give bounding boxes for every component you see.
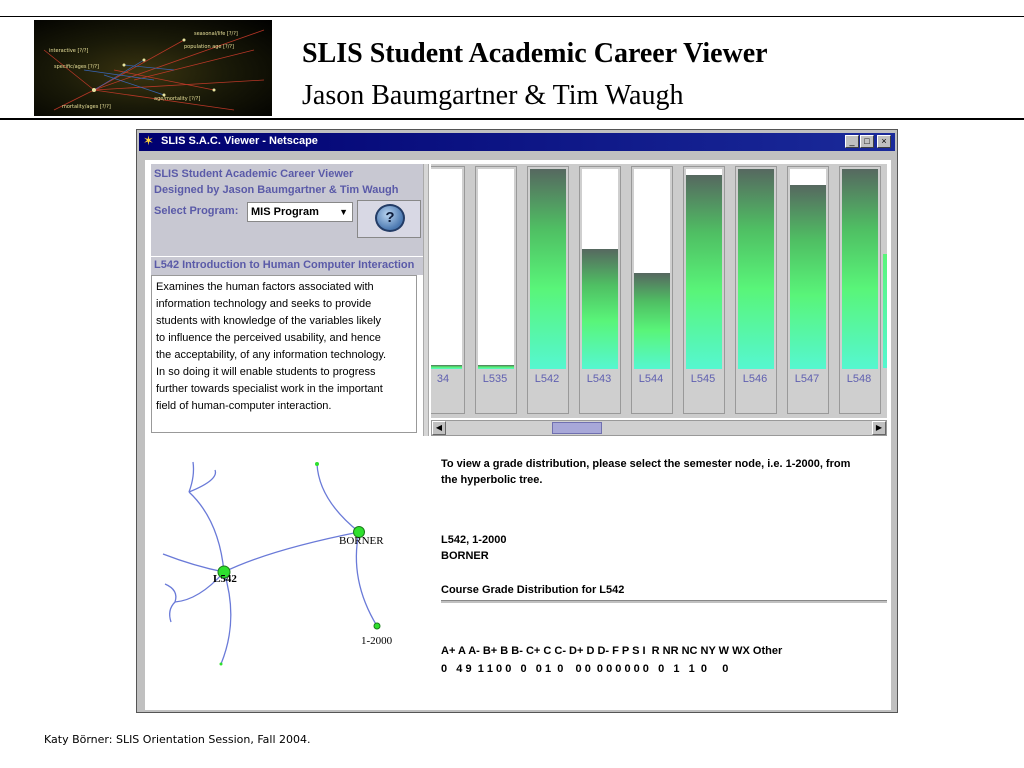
window-title: SLIS S.A.C. Viewer - Netscape xyxy=(161,135,318,147)
header-rule-top xyxy=(0,16,1024,17)
bar-label: L535 xyxy=(482,373,508,385)
svg-text:interactive [?/?]: interactive [?/?] xyxy=(49,48,89,54)
bar-well xyxy=(530,169,566,369)
bar-well xyxy=(634,169,670,369)
course-title: L542 Introduction to Human Computer Interaction xyxy=(154,259,415,271)
bar-label: L543 xyxy=(586,373,612,385)
instruction-text-2: the hyperbolic tree. xyxy=(441,474,543,486)
bar-label: L542 xyxy=(534,373,560,385)
bar-fill xyxy=(842,169,878,369)
scroll-thumb[interactable] xyxy=(552,422,602,434)
course-bar-l544[interactable] xyxy=(631,166,673,414)
course-bar-partial xyxy=(883,254,887,368)
bar-fill xyxy=(431,365,462,369)
help-button[interactable] xyxy=(357,200,421,238)
minimize-button[interactable]: _ xyxy=(845,135,859,148)
bar-fill xyxy=(478,365,514,369)
tree-node-semester[interactable] xyxy=(374,623,380,629)
grades-header: A+ A A- B+ B B- C+ C C- D+ D D- F P S I R NR NC NY W WX Other xyxy=(441,645,783,657)
bar-label: L548 xyxy=(846,373,872,385)
bar-label: L544 xyxy=(638,373,664,385)
svg-text:specific/ages [?/?]: specific/ages [?/?] xyxy=(54,64,99,70)
course-header xyxy=(151,256,423,275)
bar-fill xyxy=(738,169,774,369)
course-bar-l543[interactable] xyxy=(579,166,621,414)
close-button[interactable]: × xyxy=(877,135,891,148)
selection-instructor: BORNER xyxy=(441,550,489,562)
tree-label-course: L542 xyxy=(213,573,237,585)
bar-well xyxy=(842,169,878,369)
select-program-label: Select Program: xyxy=(154,205,239,217)
app-title: SLIS Student Academic Career Viewer xyxy=(154,168,354,180)
bar-well xyxy=(790,169,826,369)
tree-label-semester: 1-2000 xyxy=(361,635,393,647)
window-titlebar[interactable] xyxy=(139,133,895,151)
bar-label: L545 xyxy=(690,373,716,385)
svg-text:mortality/ages [?/?]: mortality/ages [?/?] xyxy=(62,104,111,110)
selection-course-semester: L542, 1-2000 xyxy=(441,534,507,546)
slide-title: SLIS Student Academic Career Viewer xyxy=(302,38,768,69)
split-pane-divider[interactable] xyxy=(423,164,429,436)
scroll-right-icon[interactable]: ▶ xyxy=(872,421,886,435)
program-panel xyxy=(151,164,423,256)
bar-well xyxy=(738,169,774,369)
slide-subtitle: Jason Baumgartner & Tim Waugh xyxy=(302,80,684,111)
designed-by: Designed by Jason Baumgartner & Tim Waugh xyxy=(154,184,399,196)
bar-fill xyxy=(582,249,618,369)
distribution-rule xyxy=(441,600,887,603)
svg-text:population age [?/?]: population age [?/?] xyxy=(184,44,234,50)
bar-well xyxy=(478,169,514,369)
svg-text:seasonal/life [?/?]: seasonal/life [?/?] xyxy=(194,31,238,37)
bar-well xyxy=(582,169,618,369)
netscape-icon: ✶ xyxy=(143,134,154,149)
slide-footer: Katy Börner: SLIS Orientation Session, Fall 2004. xyxy=(44,733,311,746)
bar-fill xyxy=(530,169,566,369)
header-rule-bottom xyxy=(0,118,1024,120)
course-bar-l547[interactable] xyxy=(787,166,829,414)
dropdown-arrow-icon[interactable]: ▼ xyxy=(339,207,348,217)
program-select[interactable] xyxy=(247,202,353,222)
bar-label: L547 xyxy=(794,373,820,385)
help-icon: ? xyxy=(375,204,405,232)
distribution-title: Course Grade Distribution for L542 xyxy=(441,584,625,596)
bar-label: L546 xyxy=(742,373,768,385)
network-visualization-logo xyxy=(34,20,272,116)
instruction-text: To view a grade distribution, please select the semester node, i.e. 1-2000, from xyxy=(441,458,851,470)
course-bar-34[interactable] xyxy=(431,166,465,414)
scroll-left-icon[interactable]: ◀ xyxy=(432,421,446,435)
course-bar-l546[interactable] xyxy=(735,166,777,414)
course-bar-chart xyxy=(431,164,887,418)
course-bar-l548[interactable] xyxy=(839,166,881,414)
bar-well xyxy=(686,169,722,369)
svg-text:age/mortality [?/?]: age/mortality [?/?] xyxy=(154,96,201,102)
program-select-value: MIS Program xyxy=(251,206,319,218)
bar-fill xyxy=(686,175,722,369)
maximize-button[interactable]: □ xyxy=(860,135,874,148)
hyperbolic-tree[interactable] xyxy=(149,450,425,700)
course-bar-l535[interactable] xyxy=(475,166,517,414)
course-bar-l542[interactable] xyxy=(527,166,569,414)
bar-well xyxy=(431,169,462,369)
course-bar-l545[interactable] xyxy=(683,166,725,414)
bar-label: 34 xyxy=(436,373,450,385)
tree-node-leaf[interactable] xyxy=(220,663,223,666)
grades-values: 0 4 9 1 1 0 0 0 0 1 0 0 0 0 0 0 0 0 0 0 1 1 0 0 xyxy=(441,663,729,675)
chart-horizontal-scrollbar[interactable] xyxy=(431,420,887,436)
bar-fill xyxy=(634,273,670,369)
bar-fill xyxy=(790,185,826,369)
applet-area xyxy=(145,160,891,710)
tree-node-leaf[interactable] xyxy=(315,462,319,466)
tree-label-instructor: BORNER xyxy=(339,535,384,547)
browser-window xyxy=(136,129,898,713)
course-description: Examines the human factors associated with information technology and seeks to provide students with knowledge of the variables likely to influence the perceived usability, and hence the acceptability, of any information technology. In so doing it will enable students to progress further towards specialist work in the important field of human-computer interaction. xyxy=(151,275,417,433)
